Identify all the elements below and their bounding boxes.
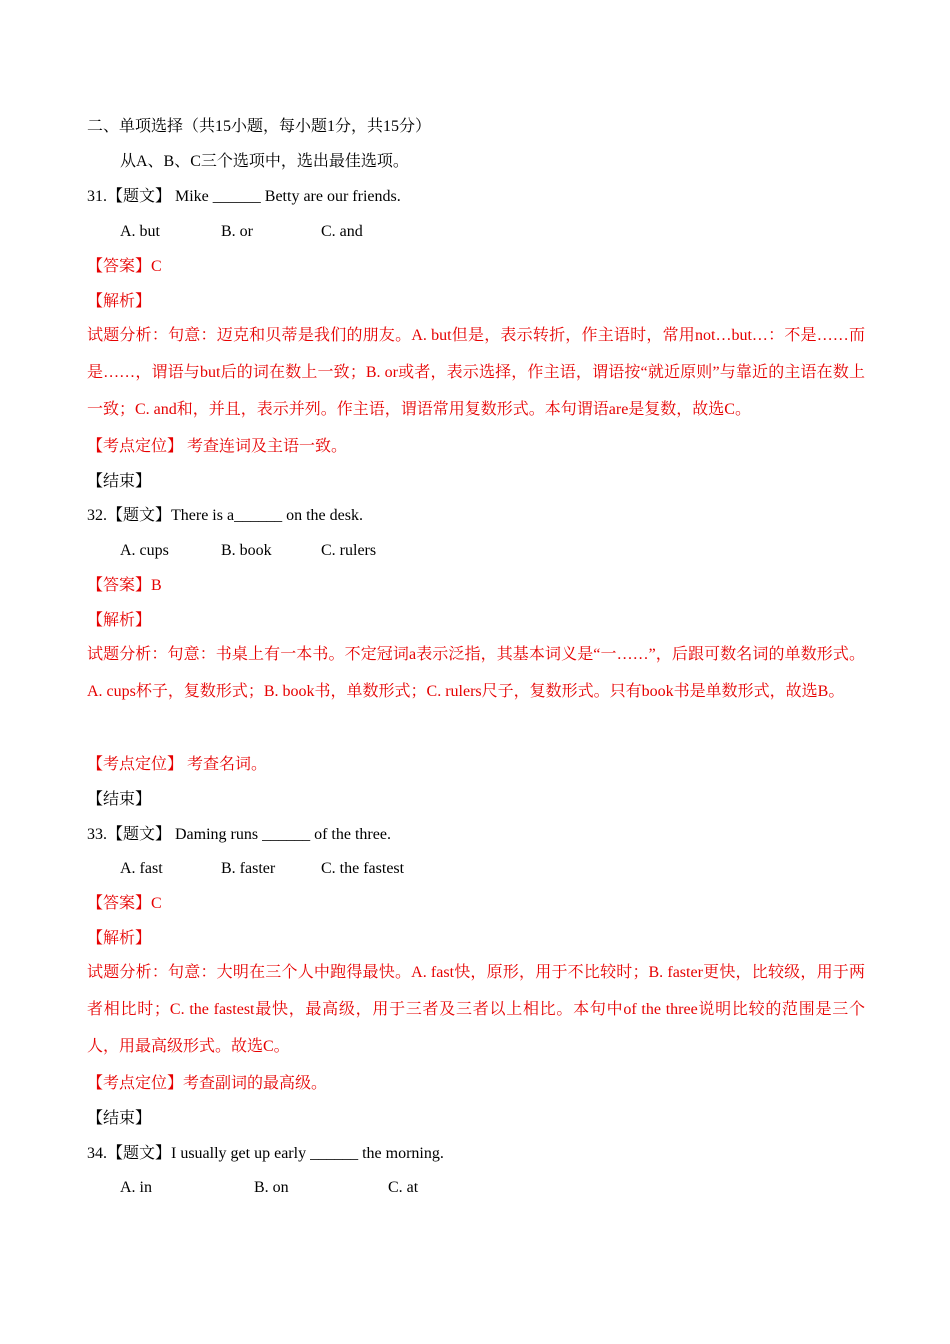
option-b: B. book [221, 542, 272, 559]
question-33-stem: 33.【题文】 Daming runs ______ of the three. [87, 826, 391, 843]
question-33-options [120, 859, 900, 879]
option-a: A. fast [120, 860, 163, 877]
question-31-point-label [87, 437, 867, 457]
option-a: A. in [120, 1179, 152, 1196]
question-31-analysis-label: 【解析】 [87, 293, 152, 310]
question-32-options [120, 541, 900, 561]
question-33-analysis: 试题分析：句意：大明在三个人中跑得最快。A. fast快，原形，用于不比较时；B. faster更快，比较级，用于两者相比时；C. the fastest最快，最高级，用于三者及三者以上相比。本句中of the three说明比较的范围是三个人，用最高级形式。故选C。 [87, 964, 865, 1055]
option-b: B. or [221, 223, 253, 240]
question-33-answer: 【答案】C [87, 895, 162, 912]
question-32-point: 【考点定位】 考查名词。 [87, 756, 268, 773]
option-a: A. cups [120, 542, 169, 559]
question-32-answer: 【答案】B [87, 577, 162, 594]
question-31-end: 【结束】 [87, 473, 152, 490]
question-33-analysis-label: 【解析】 [87, 930, 152, 947]
option-c: C. and [321, 223, 363, 240]
question-32-stem: 32.【题文】There is a______ on the desk. [87, 507, 363, 524]
option-c: C. rulers [321, 542, 377, 559]
question-31-options [120, 222, 900, 242]
option-a: A. but [120, 223, 160, 240]
question-32-end: 【结束】 [87, 791, 152, 808]
section-heading: 二、单项选择（共15小题，每小题1分，共15分） [87, 118, 432, 135]
question-31-analysis: 试题分析：句意：迈克和贝蒂是我们的朋友。A. but但是，表示转折，作主语时，常用not…but…：不是……而是……，谓语与but后的词在数上一致；B. or或者，表示选择，作主语，谓语按“就近原则”与靠近的主语在数上一致；C. and和，并且，表示并列。作主语，谓语常用复数形式。本句谓语are是复数，故选C。 [87, 327, 865, 418]
section-instruction: 从A、B、C三个选项中，选出最佳选项。 [120, 153, 409, 170]
option-c: C. the fastest [321, 860, 405, 877]
question-32-analysis-label: 【解析】 [87, 612, 152, 629]
option-b: B. on [254, 1179, 289, 1196]
question-32-analysis: 试题分析：句意：书桌上有一本书。不定冠词a表示泛指，其基本词义是“一……”，后跟可数名词的单数形式。A. cups杯子，复数形式；B. book书，单数形式；C. rulers尺子，复数形式。只有book书是单数形式，故选B。 [87, 646, 865, 700]
option-b: B. faster [221, 860, 276, 877]
question-31-point: 【考点定位】 考查连词及主语一致。 [87, 438, 348, 455]
question-31-stem: 31.【题文】 Mike ______ Betty are our friends. [87, 188, 401, 205]
question-33-point: 【考点定位】考查副词的最高级。 [87, 1075, 328, 1092]
question-34-options [120, 1178, 900, 1198]
option-c: C. at [388, 1179, 419, 1196]
question-33-end: 【结束】 [87, 1110, 152, 1127]
question-34-stem: 34.【题文】I usually get up early ______ the morning. [87, 1145, 444, 1162]
question-31-answer: 【答案】C [87, 258, 162, 275]
